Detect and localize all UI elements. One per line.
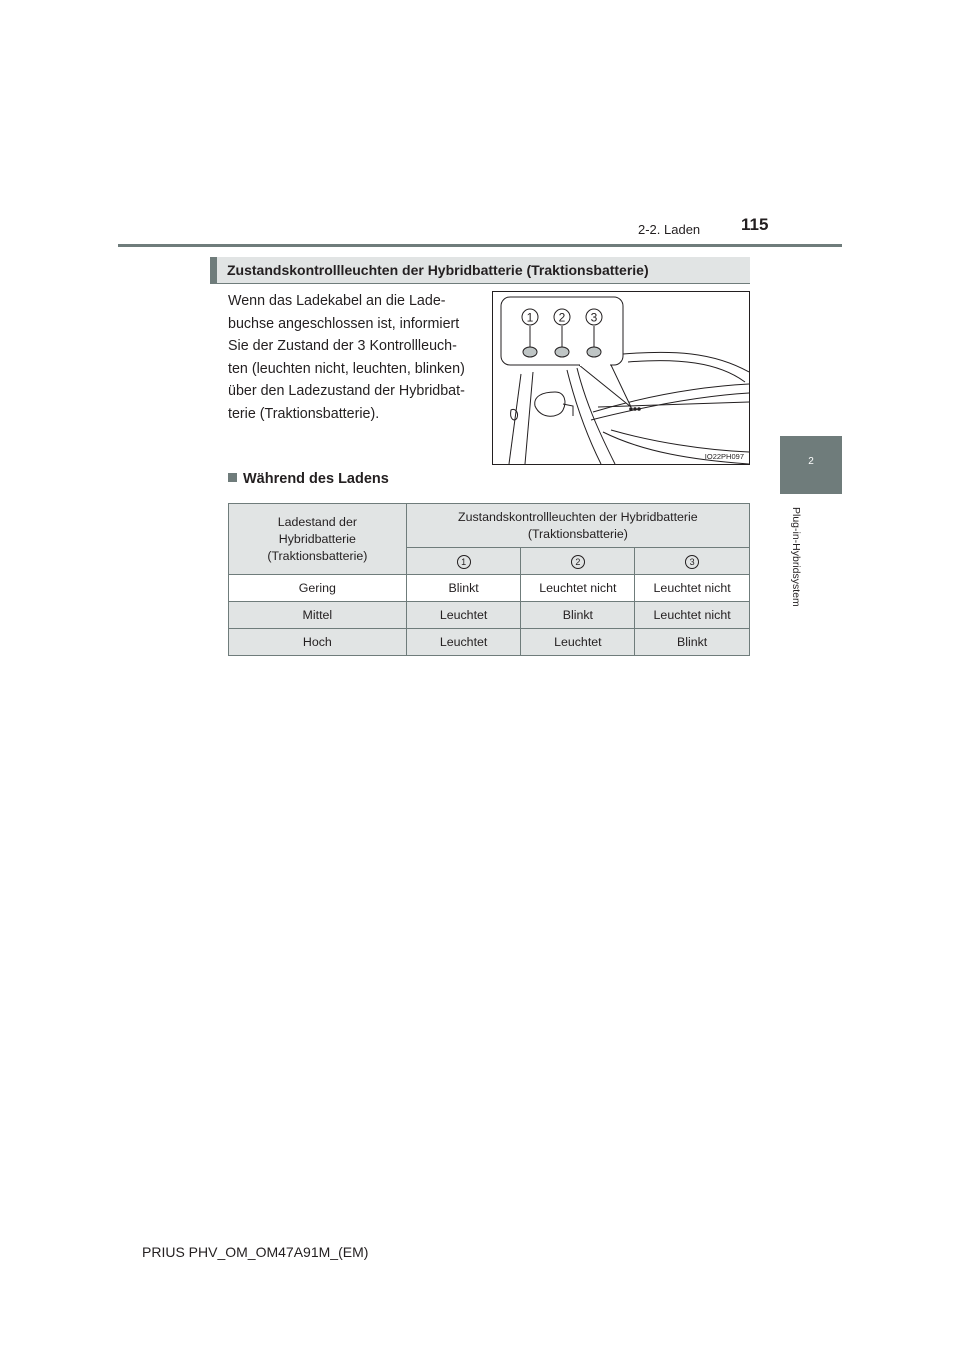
table-row: [229, 575, 750, 602]
intro-line: über den Ladezustand der Hybridbat-: [228, 383, 465, 400]
intro-line: terie (Traktionsbatterie).: [228, 405, 380, 422]
table-cell-level: Mittel: [229, 602, 407, 629]
charge-state-table: [228, 503, 750, 656]
intro-paragraph: [228, 290, 476, 426]
table-row: [229, 602, 750, 629]
callout-number: 3: [590, 310, 598, 325]
table-cell: Leuchtet nicht: [521, 575, 635, 602]
chapter-tab-label: Plug-in-Hybridsystem: [790, 507, 802, 607]
table-header-row: [229, 504, 750, 548]
table-cell: Leuchtet: [521, 629, 635, 656]
intro-line: Wenn das Ladekabel an die Lade-: [228, 293, 446, 309]
intro-line: ten (leuchten nicht, leuchten, blinken): [228, 360, 465, 377]
header-rule: [118, 244, 842, 247]
table-cell: Blinkt: [521, 602, 635, 629]
table-cell: Blinkt: [635, 629, 750, 656]
indicator-number-3: 3: [685, 555, 699, 569]
table-cell: Leuchtet nicht: [635, 575, 750, 602]
table-cell-level: Gering: [229, 575, 407, 602]
charging-indicator-illustration: [492, 291, 750, 465]
section-heading-text: Zustandskontrollleuchten der Hybridbatterie (Traktionsbatterie): [227, 262, 649, 278]
intro-line: buchse angeschlossen ist, informiert: [228, 315, 460, 332]
table-cell: Leuchtet: [406, 629, 521, 656]
table-cell: Blinkt: [406, 575, 521, 602]
callout-number: 2: [558, 310, 566, 325]
running-header-section: 2-2. Laden: [638, 222, 701, 237]
table-row: [229, 629, 750, 656]
section-heading: [210, 257, 750, 283]
figure-code: IO22PH097: [704, 452, 744, 461]
chapter-tab-number: 2: [808, 456, 814, 467]
dashboard-line-drawing: [493, 292, 749, 464]
page-number: 115: [741, 215, 769, 234]
chapter-tab: [780, 436, 842, 494]
table-subheader-cell: [406, 548, 521, 575]
indicator-number-2: 2: [571, 555, 585, 569]
document-id-footer: PRIUS PHV_OM_OM47A91M_(EM): [142, 1244, 369, 1260]
subsection-heading-text: Während des Ladens: [243, 471, 389, 487]
bullet-square-icon: [228, 473, 237, 482]
callout-number: 1: [526, 310, 534, 325]
table-cell: Leuchtet nicht: [635, 602, 750, 629]
table-header-level: Ladestand der Hybridbatterie (Traktionsbatterie): [229, 504, 407, 575]
indicator-number-1: 1: [457, 555, 471, 569]
table-subheader-cell: [635, 548, 750, 575]
subsection-heading: [228, 471, 389, 487]
section-heading-rule: [210, 283, 750, 284]
table-subheader-cell: [521, 548, 635, 575]
table-cell: Leuchtet: [406, 602, 521, 629]
intro-line: Sie der Zustand der 3 Kontrollleuch-: [228, 338, 457, 355]
table-header-indicators: Zustandskontrollleuchten der Hybridbatterie (Traktionsbatterie): [406, 504, 749, 548]
table-cell-level: Hoch: [229, 629, 407, 656]
